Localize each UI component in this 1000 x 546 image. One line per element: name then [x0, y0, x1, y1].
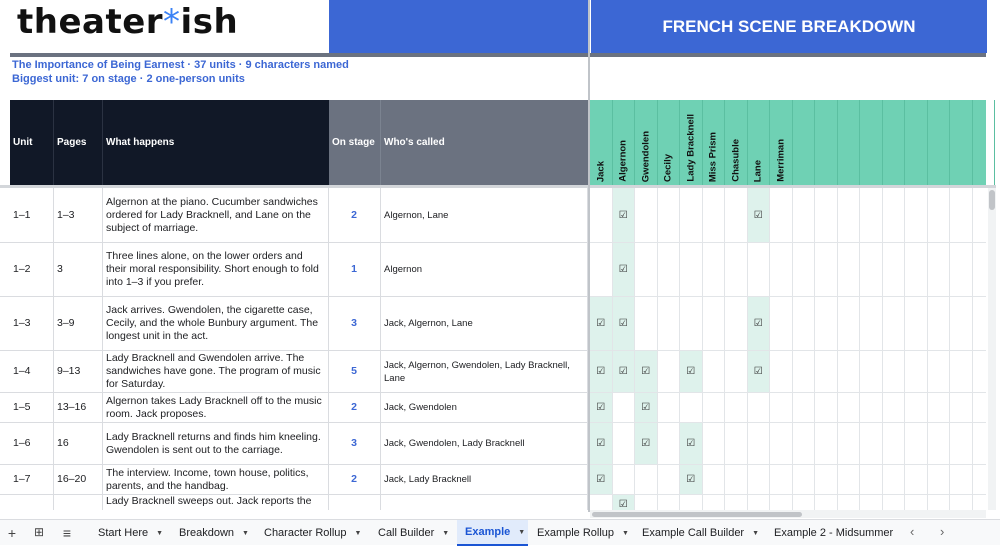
cast-cell[interactable]: [703, 188, 726, 243]
cast-cell[interactable]: [613, 393, 636, 423]
header-banner-left: [329, 0, 588, 53]
cast-cell[interactable]: [703, 495, 726, 510]
cast-cell[interactable]: [950, 188, 973, 243]
pages-cell[interactable]: 9–13: [54, 351, 103, 392]
cast-cell[interactable]: [658, 495, 681, 510]
sheet-tab[interactable]: [370, 520, 456, 546]
pages-cell[interactable]: 13–16: [54, 393, 103, 422]
cast-cell[interactable]: [793, 423, 816, 465]
cast-cell[interactable]: [838, 423, 861, 465]
cast-cell[interactable]: [635, 188, 658, 243]
cast-cell[interactable]: [590, 188, 613, 243]
cast-cell[interactable]: [928, 188, 951, 243]
cast-cell[interactable]: [635, 495, 658, 510]
character-column-header[interactable]: [748, 100, 771, 185]
cast-cell[interactable]: [703, 243, 726, 297]
scene-table: [0, 188, 588, 510]
cast-cell[interactable]: [860, 351, 883, 393]
character-column-header[interactable]: [590, 100, 613, 185]
cast-cell[interactable]: [725, 188, 748, 243]
cast-cell[interactable]: [973, 243, 987, 297]
cast-cell[interactable]: [883, 423, 906, 465]
cast-checkbox-checked[interactable]: ☑: [748, 351, 771, 393]
cast-cell[interactable]: [613, 423, 636, 465]
empty-column-header[interactable]: [950, 100, 973, 185]
cast-cell[interactable]: [725, 465, 748, 495]
header-pages[interactable]: Pages: [54, 100, 103, 185]
cast-cell[interactable]: [883, 297, 906, 351]
whos-called-cell[interactable]: Jack, Algernon, Gwendolen, Lady Bracknell, Lane: [381, 351, 588, 392]
character-column-header[interactable]: [770, 100, 793, 185]
character-name: Miss Prism: [707, 131, 719, 182]
cast-cell[interactable]: [905, 188, 928, 243]
character-column-header[interactable]: [703, 100, 726, 185]
cast-checkbox-checked[interactable]: ☑: [635, 351, 658, 393]
pages-cell[interactable]: 1–3: [54, 188, 103, 242]
unit-cell[interactable]: 1–5: [10, 393, 54, 422]
cast-cell[interactable]: [860, 423, 883, 465]
table-row[interactable]: [0, 297, 588, 351]
empty-column-header[interactable]: [905, 100, 928, 185]
cast-cell[interactable]: [838, 351, 861, 393]
vertical-scroll-thumb[interactable]: [989, 190, 995, 210]
cast-cell[interactable]: [793, 188, 816, 243]
character-column-header[interactable]: [658, 100, 681, 185]
divider: [590, 53, 986, 57]
cast-cell[interactable]: [950, 351, 973, 393]
cast-cell[interactable]: [680, 188, 703, 243]
table-row[interactable]: [0, 423, 588, 465]
character-name: Lane: [752, 159, 764, 182]
character-name: Cecily: [662, 154, 674, 182]
cast-cell[interactable]: [905, 243, 928, 297]
what-happens-cell[interactable]: Lady Bracknell returns and finds him kneeling. Gwendolen is sent out to the carriage.: [103, 423, 329, 464]
cast-cell[interactable]: [658, 393, 681, 423]
cast-cell[interactable]: [725, 423, 748, 465]
empty-column-header[interactable]: [838, 100, 861, 185]
cast-cell[interactable]: [680, 393, 703, 423]
sheet-menu-icon[interactable]: ≡: [62, 525, 72, 541]
tab-dropdown-icon[interactable]: ▼: [752, 529, 760, 537]
cast-cell[interactable]: [590, 243, 613, 297]
tab-dropdown-icon[interactable]: ▼: [156, 529, 164, 537]
cast-cell[interactable]: [748, 393, 771, 423]
what-happens-cell[interactable]: Jack arrives. Gwendolen, the cigarette case, Cecily, and the whole Bunbury argument. The longest unit in the act.: [103, 297, 329, 350]
cast-cell[interactable]: [658, 423, 681, 465]
header-whos-called[interactable]: Who's called: [381, 100, 588, 185]
on-stage-count[interactable]: 2: [329, 393, 381, 422]
cast-cell[interactable]: [815, 297, 838, 351]
cast-cell[interactable]: [860, 393, 883, 423]
character-column-header[interactable]: [680, 100, 703, 185]
cast-cell[interactable]: [770, 393, 793, 423]
cast-cell[interactable]: [793, 393, 816, 423]
whos-called-cell[interactable]: Algernon: [381, 243, 588, 296]
sheet-tab-label: Example 2 - Midsummer: [774, 527, 894, 539]
theaterish-logo: theater*ish: [17, 2, 239, 42]
cast-cell[interactable]: [748, 465, 771, 495]
cast-cell[interactable]: [613, 465, 636, 495]
cast-cell[interactable]: [838, 465, 861, 495]
cast-cell[interactable]: [770, 188, 793, 243]
header-what-happens[interactable]: What happens: [103, 100, 329, 185]
cast-checkbox-checked[interactable]: ☑: [635, 393, 658, 423]
cast-cell[interactable]: [928, 495, 951, 510]
cast-cell[interactable]: [635, 465, 658, 495]
sheet-tab[interactable]: [766, 520, 898, 546]
on-stage-count[interactable]: [329, 495, 381, 510]
pages-cell[interactable]: 3: [54, 243, 103, 296]
cast-cell[interactable]: [905, 465, 928, 495]
cast-cell[interactable]: [950, 243, 973, 297]
cast-cell[interactable]: [793, 351, 816, 393]
table-row[interactable]: [0, 393, 588, 423]
unit-cell[interactable]: 1–7: [10, 465, 54, 494]
cast-cell[interactable]: [973, 297, 987, 351]
sheet-tab-label: Character Rollup: [264, 527, 347, 539]
cast-cell[interactable]: [635, 243, 658, 297]
pages-cell[interactable]: 3–9: [54, 297, 103, 350]
cast-checkbox-checked[interactable]: ☑: [590, 393, 613, 423]
cast-checkbox-checked[interactable]: ☑: [680, 423, 703, 465]
tab-dropdown-icon[interactable]: ▼: [354, 529, 362, 537]
cast-cell[interactable]: [950, 297, 973, 351]
empty-column-header[interactable]: [928, 100, 951, 185]
logo-area: [0, 0, 329, 53]
cast-cell[interactable]: [905, 423, 928, 465]
on-stage-count[interactable]: 3: [329, 423, 381, 464]
sheet-tab-bar: [0, 519, 1000, 545]
table-row[interactable]: [0, 243, 588, 297]
cast-cell[interactable]: [883, 495, 906, 510]
table-row[interactable]: [0, 188, 588, 243]
character-name: Lady Bracknell: [685, 114, 697, 182]
cast-cell[interactable]: [883, 465, 906, 495]
cast-cell[interactable]: [928, 243, 951, 297]
cast-cell[interactable]: [883, 351, 906, 393]
header-unit[interactable]: Unit: [10, 100, 54, 185]
what-happens-cell[interactable]: Lady Bracknell and Gwendolen arrive. The sandwiches have gone. The program of music for Saturday.: [103, 351, 329, 392]
what-happens-cell[interactable]: Algernon takes Lady Bracknell off to the music room. Jack proposes.: [103, 393, 329, 422]
character-name: Algernon: [617, 140, 629, 182]
unit-cell[interactable]: 1–3: [10, 297, 54, 350]
cast-cell[interactable]: [928, 393, 951, 423]
cast-cell[interactable]: [838, 393, 861, 423]
cast-checkbox-checked[interactable]: ☑: [748, 297, 771, 351]
add-sheet-icon[interactable]: +: [7, 525, 17, 541]
pages-cell[interactable]: [54, 495, 103, 510]
tab-dropdown-icon[interactable]: ▼: [442, 529, 450, 537]
cast-cell[interactable]: [860, 465, 883, 495]
cast-cell[interactable]: [680, 243, 703, 297]
cast-cell[interactable]: [748, 423, 771, 465]
cast-cell[interactable]: [725, 351, 748, 393]
tab-dropdown-icon[interactable]: ▼: [242, 529, 249, 537]
empty-column-header[interactable]: [860, 100, 883, 185]
table-row[interactable]: [0, 495, 588, 510]
cast-cell[interactable]: [973, 351, 987, 393]
cast-cell[interactable]: [973, 188, 987, 243]
cast-cell[interactable]: [973, 495, 987, 510]
character-name: Gwendolen: [640, 130, 652, 182]
cast-cell[interactable]: [815, 393, 838, 423]
pages-cell[interactable]: 16–20: [54, 465, 103, 494]
character-name: Merriman: [775, 139, 787, 182]
cast-cell[interactable]: [770, 243, 793, 297]
unit-cell[interactable]: 1–4: [10, 351, 54, 392]
tabs-next-icon[interactable]: ›: [940, 524, 945, 539]
empty-column-header[interactable]: [883, 100, 906, 185]
sheet-tab-label: Example Rollup: [537, 527, 615, 539]
header-on-stage[interactable]: On stage: [329, 100, 381, 185]
cast-checkbox-checked[interactable]: ☑: [590, 351, 613, 393]
cast-checkbox-checked[interactable]: ☑: [590, 297, 613, 351]
cast-cell[interactable]: [703, 393, 726, 423]
cast-cell[interactable]: [703, 465, 726, 495]
cast-cell[interactable]: [748, 495, 771, 510]
cast-cell[interactable]: [860, 188, 883, 243]
horizontal-scroll-thumb[interactable]: [592, 512, 802, 517]
pages-cell[interactable]: 16: [54, 423, 103, 464]
cast-checkbox-checked[interactable]: ☑: [680, 465, 703, 495]
cast-cell[interactable]: [928, 465, 951, 495]
on-stage-count[interactable]: 3: [329, 297, 381, 350]
summary-line-1: The Importance of Being Earnest · 37 units · 9 characters named: [12, 59, 349, 71]
cast-cell[interactable]: [770, 297, 793, 351]
cast-checkbox-checked[interactable]: ☑: [613, 243, 636, 297]
cast-cell[interactable]: [770, 351, 793, 393]
cast-cell[interactable]: [725, 393, 748, 423]
cast-cell[interactable]: [658, 351, 681, 393]
cast-checkbox-checked[interactable]: ☑: [613, 351, 636, 393]
cast-cell[interactable]: [793, 495, 816, 510]
sheet-tab[interactable]: [634, 520, 765, 546]
cast-cell[interactable]: [928, 351, 951, 393]
on-stage-count[interactable]: 2: [329, 465, 381, 494]
on-stage-count[interactable]: 5: [329, 351, 381, 392]
cast-cell[interactable]: [703, 351, 726, 393]
sheet-tab[interactable]: [256, 520, 369, 546]
cast-cell[interactable]: [658, 465, 681, 495]
sheet-tab[interactable]: [529, 520, 633, 546]
what-happens-cell[interactable]: Algernon at the piano. Cucumber sandwiches ordered for Lady Bracknell, and Lane on the subject of marriage.: [103, 188, 329, 242]
cast-cell[interactable]: [883, 243, 906, 297]
cast-cell[interactable]: [703, 297, 726, 351]
cast-cell[interactable]: [860, 495, 883, 510]
tabs-prev-icon[interactable]: ‹: [910, 524, 915, 539]
cast-cell[interactable]: [725, 243, 748, 297]
cast-cell[interactable]: [815, 423, 838, 465]
cast-cell[interactable]: [590, 495, 613, 510]
unit-cell[interactable]: 1–1: [10, 188, 54, 242]
whos-called-cell[interactable]: Jack, Gwendolen: [381, 393, 588, 422]
cast-cell[interactable]: [928, 423, 951, 465]
whos-called-cell[interactable]: Jack, Gwendolen, Lady Bracknell: [381, 423, 588, 464]
cast-cell[interactable]: [838, 188, 861, 243]
cast-cell[interactable]: [860, 243, 883, 297]
page-title: FRENCH SCENE BREAKDOWN: [591, 0, 987, 53]
tab-dropdown-icon[interactable]: ▼: [518, 528, 526, 536]
whos-called-cell[interactable]: Jack, Lady Bracknell: [381, 465, 588, 494]
cast-cell[interactable]: [973, 423, 987, 465]
divider: [10, 53, 588, 57]
what-happens-cell[interactable]: Three lines alone, on the lower orders and their moral responsibility. Short enough to fold into 1–3 if you prefer.: [103, 243, 329, 296]
character-column-header[interactable]: [725, 100, 748, 185]
cast-checkbox-checked[interactable]: ☑: [635, 423, 658, 465]
sheet-tab-label: Breakdown: [179, 527, 235, 539]
cast-cell[interactable]: [883, 393, 906, 423]
cast-cell[interactable]: [770, 495, 793, 510]
character-headers: [590, 100, 986, 185]
empty-column-header[interactable]: [793, 100, 816, 185]
cast-cell[interactable]: [905, 495, 928, 510]
cast-cell[interactable]: [950, 495, 973, 510]
cast-cell[interactable]: [770, 465, 793, 495]
unit-cell[interactable]: 1–2: [10, 243, 54, 296]
cast-cell[interactable]: [815, 351, 838, 393]
cast-checkbox-checked[interactable]: ☑: [680, 351, 703, 393]
cast-cell[interactable]: [793, 297, 816, 351]
sheet-tab[interactable]: [171, 520, 255, 546]
cast-cell[interactable]: [838, 495, 861, 510]
cast-cell[interactable]: [815, 495, 838, 510]
character-name: Jack: [595, 160, 607, 182]
cast-cell[interactable]: [838, 243, 861, 297]
cast-cell[interactable]: [883, 188, 906, 243]
cast-checkbox-checked[interactable]: ☑: [613, 495, 636, 510]
cast-cell[interactable]: [703, 423, 726, 465]
sheet-tab-label: Start Here: [98, 527, 149, 539]
cast-cell[interactable]: [815, 465, 838, 495]
cast-cell[interactable]: [973, 465, 987, 495]
cast-cell[interactable]: [973, 393, 987, 423]
cast-cell[interactable]: [770, 423, 793, 465]
character-grid: [590, 188, 986, 510]
character-name: Chasuble: [730, 139, 742, 182]
cast-cell[interactable]: [658, 188, 681, 243]
on-stage-count[interactable]: 2: [329, 188, 381, 242]
cast-cell[interactable]: [860, 297, 883, 351]
cast-cell[interactable]: [725, 297, 748, 351]
table-row[interactable]: [0, 465, 588, 495]
whos-called-cell[interactable]: Algernon, Lane: [381, 188, 588, 242]
empty-column-header[interactable]: [973, 100, 996, 185]
cast-cell[interactable]: [658, 243, 681, 297]
cast-checkbox-checked[interactable]: ☑: [613, 188, 636, 243]
table-row[interactable]: [0, 351, 588, 393]
cast-cell[interactable]: [950, 393, 973, 423]
vertical-scrollbar[interactable]: [988, 188, 996, 510]
cast-cell[interactable]: [905, 393, 928, 423]
cast-cell[interactable]: [658, 297, 681, 351]
character-column-header[interactable]: [613, 100, 636, 185]
cast-cell[interactable]: [793, 243, 816, 297]
all-sheets-icon[interactable]: ⊞: [33, 525, 45, 539]
cast-checkbox-checked[interactable]: ☑: [748, 188, 771, 243]
sheet-tab-label: Call Builder: [378, 527, 435, 539]
sheet-tab-label: Example Call Builder: [642, 527, 745, 539]
on-stage-count[interactable]: 1: [329, 243, 381, 296]
unit-cell[interactable]: 1–6: [10, 423, 54, 464]
cast-cell[interactable]: [905, 351, 928, 393]
cast-cell[interactable]: [793, 465, 816, 495]
whos-called-cell[interactable]: Jack, Algernon, Lane: [381, 297, 588, 350]
cast-cell[interactable]: [905, 297, 928, 351]
cast-cell[interactable]: [680, 495, 703, 510]
cast-cell[interactable]: [815, 243, 838, 297]
cast-cell[interactable]: [635, 297, 658, 351]
cast-checkbox-checked[interactable]: ☑: [613, 297, 636, 351]
summary-line-2: Biggest unit: 7 on stage · 2 one-person units: [12, 73, 245, 85]
cast-cell[interactable]: [748, 243, 771, 297]
cast-cell[interactable]: [950, 465, 973, 495]
what-happens-cell[interactable]: The interview. Income, town house, politics, parents, and the handbag.: [103, 465, 329, 494]
cast-cell[interactable]: [838, 297, 861, 351]
character-column-header[interactable]: [635, 100, 658, 185]
cast-checkbox-checked[interactable]: ☑: [590, 423, 613, 465]
what-happens-cell[interactable]: Lady Bracknell sweeps out. Jack reports the: [103, 495, 329, 510]
sheet-tab-label: Example: [465, 526, 511, 538]
cast-cell[interactable]: [950, 423, 973, 465]
cast-cell[interactable]: [725, 495, 748, 510]
cast-checkbox-checked[interactable]: ☑: [590, 465, 613, 495]
cast-cell[interactable]: [680, 297, 703, 351]
sheet-tab[interactable]: [90, 520, 170, 546]
tab-dropdown-icon[interactable]: ▼: [622, 529, 629, 537]
cast-cell[interactable]: [928, 297, 951, 351]
empty-column-header[interactable]: [815, 100, 838, 185]
sheet-tab[interactable]: [457, 520, 528, 546]
cast-cell[interactable]: [815, 188, 838, 243]
whos-called-cell[interactable]: [381, 495, 588, 510]
unit-cell[interactable]: [10, 495, 54, 510]
